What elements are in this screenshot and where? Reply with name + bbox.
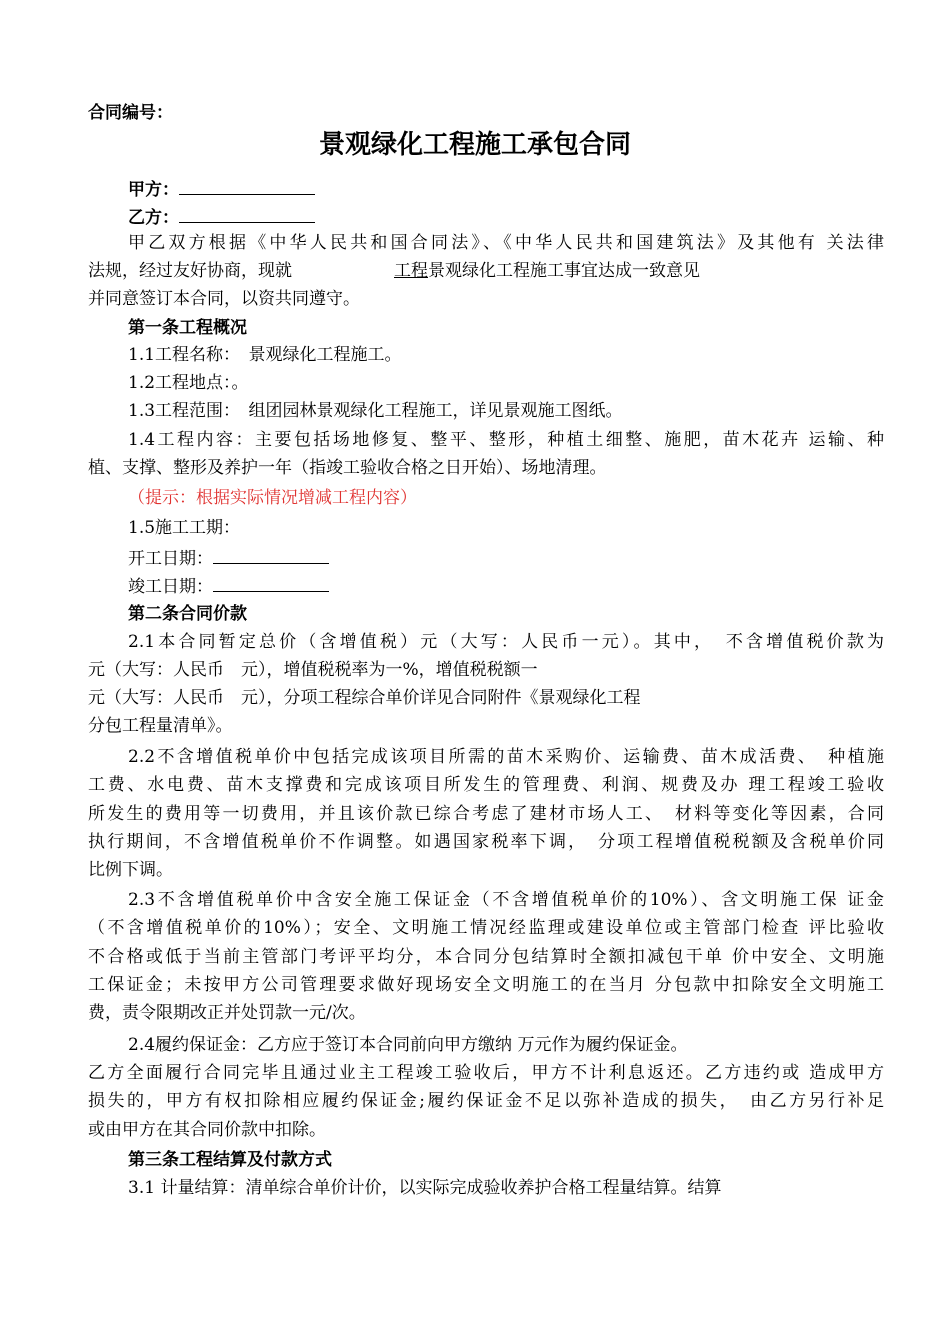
- clause-2-4-line-4: 或由甲方在其合同价款中扣除。: [88, 1120, 326, 1140]
- hint-text: （提示：根据实际情况增减工程内容）: [128, 488, 417, 508]
- contract-number-label: 合同编号：: [88, 103, 173, 123]
- party-b-line: [128, 204, 924, 230]
- item-1-1: 1.1工程名称： 景观绿化工程施工。: [128, 345, 402, 365]
- item-1-2: 1.2工程地点：。: [128, 373, 249, 393]
- clause-2-2-line-5: 比例下调。: [88, 860, 173, 880]
- clause-2-3-line-4: 工保证金；未按甲方公司管理要求做好现场安全文明施工的在当月 分包款中扣除安全文明施工: [88, 975, 884, 995]
- end-date-blank[interactable]: [213, 573, 329, 592]
- project-word: 工程: [394, 261, 428, 281]
- clause-2-1-line-3: 元（大写：人民币 元），分项工程综合单价详见合同附件《景观绿化工程: [88, 688, 641, 708]
- intro-line-2-tail: 景观绿化工程施工事宜达成一致意见: [428, 261, 700, 281]
- clause-2-3-line-2: （不含增值税单价的10%）；安全、文明施工情况经监理或建设单位或主管部门检查 评比验收: [88, 918, 884, 938]
- clause-2-2-line-1: 2.2不含增值税单价中包括完成该项目所需的苗木采购价、运输费、苗木成活费、 种植施: [128, 747, 884, 767]
- clause-2-4-line-1: 2.4履约保证金：乙方应于签订本合同前向甲方缴纳 万元作为履约保证金。: [128, 1035, 688, 1055]
- start-date-line: [128, 545, 884, 571]
- party-a-label: 甲方：: [128, 180, 179, 200]
- party-b-blank[interactable]: [179, 204, 315, 223]
- item-1-3: 1.3工程范围： 组团园林景观绿化工程施工，详见景观施工图纸。: [128, 401, 623, 421]
- clause-2-2-line-4: 执行期间，不含增值税单价不作调整。如遇国家税率下调， 分项工程增值税税额及含税单价同: [88, 832, 884, 852]
- party-a-blank[interactable]: [179, 176, 315, 195]
- end-date-label: 竣工日期：: [128, 577, 213, 597]
- start-date-label: 开工日期：: [128, 549, 213, 569]
- item-1-5: 1.5施工工期：: [128, 518, 241, 538]
- clause-3-1-line-1: 3.1 计量结算：清单综合单价计价，以实际完成验收养护合格工程量结算。结算: [128, 1178, 722, 1198]
- clause-2-1-line-1: 2.1本合同暂定总价（含增值税）元（大写：人民币一元）。其中， 不含增值税价款为: [128, 632, 884, 652]
- party-b-label: 乙方：: [128, 208, 179, 228]
- clause-2-1-line-2: 元（大写：人民币 元），增值税税率为一%，增值税税额一: [88, 660, 538, 680]
- intro-line-1: 甲乙双方根据《中华人民共和国合同法》、《中华人民共和国建筑法》及其他有 关法律: [128, 233, 884, 253]
- clause-2-4-line-3: 损失的，甲方有权扣除相应履约保证金;履约保证金不足以弥补造成的损失， 由乙方另行补足: [88, 1091, 884, 1111]
- clause-2-3-line-1: 2.3不含增值税单价中含安全施工保证金（不含增值税单价的10%）、含文明施工保 证金: [128, 890, 884, 910]
- article-3-heading: 第三条工程结算及付款方式: [128, 1150, 332, 1170]
- clause-2-2-line-2: 工费、水电费、苗木支撑费和完成该项目所发生的管理费、利润、规费及办 理工程竣工验收: [88, 775, 884, 795]
- clause-2-1-line-4: 分包工程量清单》。: [88, 716, 233, 736]
- article-1-heading: 第一条工程概况: [128, 318, 247, 338]
- clause-2-3-line-5: 费，责令限期改正并处罚款一元/次。: [88, 1003, 366, 1023]
- clause-2-3-line-3: 不合格或低于当前主管部门考评平均分，本合同分包结算时全额扣减包干单 价中安全、文明施: [88, 947, 884, 967]
- item-1-4-line-1: 1.4工程内容：主要包括场地修复、整平、整形，种植土细整、施肥，苗木花卉 运输、种: [128, 430, 884, 450]
- intro-line-2-text: 法规，经过友好协商，现就: [88, 261, 292, 281]
- intro-line-2: [88, 259, 884, 283]
- intro-line-3: 并同意签订本合同，以资共同遵守。: [88, 289, 360, 309]
- item-1-4-line-2: 植、支撑、整形及养护一年（指竣工验收合格之日开始）、场地清理。: [88, 458, 607, 478]
- document-title: 景观绿化工程施工承包合同: [318, 130, 631, 160]
- article-2-heading: 第二条合同价款: [128, 604, 247, 624]
- end-date-line: [128, 573, 884, 599]
- clause-2-4-line-2: 乙方全面履行合同完毕且通过业主工程竣工验收后，甲方不计利息返还。乙方违约或 造成甲方: [88, 1063, 884, 1083]
- clause-2-2-line-3: 所发生的费用等一切费用，并且该价款已综合考虑了建材市场人工、 材料等变化等因素，合同: [88, 804, 884, 824]
- start-date-blank[interactable]: [213, 545, 329, 564]
- party-a-line: [128, 176, 924, 202]
